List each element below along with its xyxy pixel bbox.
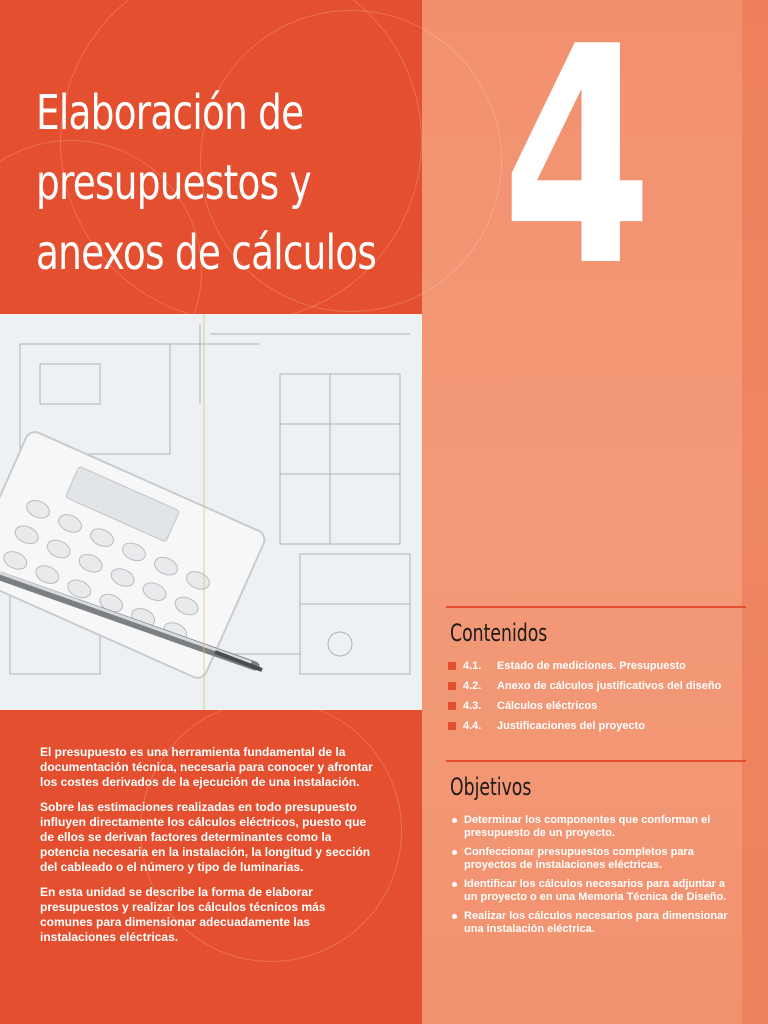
square-bullet-icon xyxy=(448,702,456,710)
intro-paragraph: Sobre las estimaciones realizadas en todo presupuesto influyen directamente los cálculos eléctricos, puesto que de ellos se derivan factores determinantes como la potencia necesaria en la instalación, la longitud y sección del cableado o el número y tipo de luminarias. xyxy=(40,800,371,874)
title-line: Elaboración de xyxy=(36,85,304,141)
objective-text: Identificar los cálculos necesarios para adjuntar a un proyecto o en una Memoria Técnica de Diseño. xyxy=(464,878,727,903)
title-line: anexos de cálculos xyxy=(36,225,377,281)
contents-item-text: Cálculos eléctricos xyxy=(497,700,598,712)
intro-paragraph: En esta unidad se describe la forma de elaborar presupuestos y realizar los cálculos técnicos más comunes para dimensionar adecuadamente las instalaciones eléctricas. xyxy=(40,885,326,944)
contents-list xyxy=(448,660,738,740)
contents-item-text: Anexo de cálculos justificativos del diseño xyxy=(497,680,722,692)
square-bullet-icon xyxy=(448,722,456,730)
objective-text: Determinar los componentes que conforman el presupuesto de un proyecto. xyxy=(464,814,711,839)
contents-item-number: 4.4. xyxy=(463,720,482,732)
contents-rule xyxy=(446,606,746,608)
bullet-icon xyxy=(452,882,457,887)
contents-item-text: Justificaciones del proyecto xyxy=(497,720,645,732)
edge-strip xyxy=(742,0,768,1024)
objectives-list xyxy=(448,814,738,942)
objectives-heading: Objetivos xyxy=(450,773,532,801)
contents-item-number: 4.3. xyxy=(463,700,482,712)
contents-item-text: Estado de mediciones. Presupuesto xyxy=(497,660,686,672)
objective-item xyxy=(448,846,738,872)
intro-text xyxy=(40,745,376,955)
objective-item xyxy=(448,878,738,904)
bullet-icon xyxy=(452,850,457,855)
contents-item-number: 4.1. xyxy=(463,660,482,672)
calculator-blueprint-photo xyxy=(0,314,422,710)
intro-paragraph: El presupuesto es una herramienta fundamental de la documentación técnica, necesaria para conocer y afrontar los costes derivados de la ejecución de una instalación. xyxy=(40,745,373,789)
contents-item xyxy=(448,720,738,733)
contents-item-number: 4.2. xyxy=(463,680,482,692)
chapter-number: 4 xyxy=(502,0,653,332)
square-bullet-icon xyxy=(448,682,456,690)
chapter-title xyxy=(36,78,403,288)
objective-item xyxy=(448,910,738,936)
contents-item xyxy=(448,680,738,693)
bullet-icon xyxy=(452,914,457,919)
contents-heading: Contenidos xyxy=(450,619,548,647)
objectives-rule xyxy=(446,760,746,762)
contents-item xyxy=(448,700,738,713)
square-bullet-icon xyxy=(448,662,456,670)
contents-item xyxy=(448,660,738,673)
objective-text: Confeccionar presupuestos completos para proyectos de instalaciones eléctricas. xyxy=(464,846,694,871)
objective-item xyxy=(448,814,738,840)
bullet-icon xyxy=(452,818,457,823)
objective-text: Realizar los cálculos necesarios para dimensionar una instalación eléctrica. xyxy=(464,910,728,935)
title-line: presupuestos y xyxy=(36,155,311,211)
